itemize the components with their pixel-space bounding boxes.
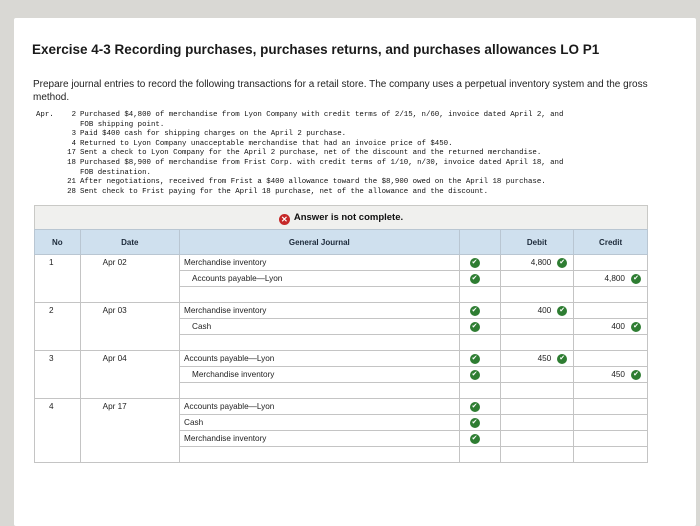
debit-cell[interactable] [500, 319, 574, 335]
correct-check-icon: ✔ [470, 274, 480, 284]
error-x-icon: ✕ [279, 214, 290, 225]
transaction-item [64, 188, 488, 198]
account-name[interactable]: Cash [184, 418, 204, 427]
account-check-cell [459, 303, 500, 319]
account-cell[interactable] [180, 271, 460, 287]
account-check-cell [459, 447, 500, 463]
entry-number: 1 [49, 258, 54, 267]
journal-header-row [35, 230, 648, 255]
entry-number-cell [35, 399, 81, 463]
transaction-day: 28 [67, 187, 76, 196]
account-name[interactable]: Accounts payable—Lyon [184, 354, 275, 363]
account-check-cell [459, 399, 500, 415]
entry-date-cell[interactable] [80, 399, 179, 463]
debit-cell[interactable] [500, 447, 574, 463]
transaction-item [64, 130, 346, 140]
account-name[interactable]: Accounts payable—Lyon [184, 402, 275, 411]
transaction-day: 18 [67, 159, 76, 167]
correct-check-icon: ✔ [470, 306, 480, 316]
transaction-month: Apr. [36, 111, 54, 119]
credit-amount[interactable]: 450 [611, 370, 625, 379]
account-check-cell [459, 431, 500, 447]
correct-check-icon: ✔ [631, 370, 641, 380]
correct-check-icon: ✔ [470, 418, 480, 428]
transaction-item [64, 121, 164, 131]
transaction-item [64, 111, 563, 121]
credit-amount[interactable]: 400 [611, 322, 625, 331]
transaction-day: 3 [71, 130, 76, 139]
debit-cell[interactable] [500, 303, 574, 319]
credit-cell[interactable] [574, 271, 648, 287]
entry-date-cell[interactable] [80, 303, 179, 351]
transaction-text: FOB destination. [80, 168, 151, 177]
account-name[interactable]: Merchandise inventory [184, 306, 267, 315]
empty-cell [180, 383, 460, 399]
debit-amount[interactable]: 400 [537, 306, 552, 315]
empty-cell [500, 335, 574, 351]
transaction-item [64, 178, 546, 188]
header-check-spacer [459, 230, 500, 255]
empty-cell [180, 335, 460, 351]
debit-amount[interactable]: 450 [537, 354, 552, 363]
debit-cell[interactable] [500, 271, 574, 287]
credit-cell[interactable] [574, 351, 648, 367]
credit-cell[interactable] [574, 319, 648, 335]
correct-check-icon: ✔ [631, 322, 641, 332]
credit-cell[interactable] [574, 399, 648, 415]
credit-cell[interactable] [574, 303, 648, 319]
empty-cell [459, 383, 500, 399]
account-check-cell [459, 415, 500, 431]
correct-check-icon: ✔ [557, 354, 567, 364]
entry-date[interactable]: Apr 03 [102, 306, 127, 315]
correct-check-icon: ✔ [470, 258, 480, 268]
correct-check-icon: ✔ [470, 402, 480, 412]
entry-date[interactable]: Apr 02 [102, 258, 127, 267]
journal-row [35, 255, 648, 271]
transaction-text: After negotiations, received from Frist a $400 allowance toward the $8,900 owed on the April 18 purchase. [80, 178, 546, 187]
debit-amount[interactable]: 4,800 [530, 258, 552, 267]
correct-check-icon: ✔ [557, 258, 567, 268]
empty-cell [574, 335, 648, 351]
credit-cell[interactable] [574, 255, 648, 271]
transaction-text: Purchased $4,800 of merchandise from Lyon Company with credit terms of 2/15, n/60, invoice dated April 2, and [80, 111, 564, 119]
credit-cell[interactable] [574, 431, 648, 447]
transaction-text: Sent a check to Lyon Company for the April 2 purchase, net of the discount and the returned merchandise. [80, 149, 542, 158]
entry-date[interactable]: Apr 17 [102, 402, 127, 411]
entry-date-cell[interactable] [80, 351, 179, 399]
transaction-item [64, 159, 563, 169]
account-cell[interactable] [180, 447, 460, 463]
debit-cell[interactable] [500, 255, 574, 271]
account-check-cell [459, 255, 500, 271]
entry-date-cell[interactable] [80, 255, 179, 303]
header-no: No [35, 230, 81, 255]
transaction-text: Sent check to Frist paying for the April 18 purchase, net of the allowance and the discount. [80, 187, 489, 196]
account-name[interactable]: Cash [192, 322, 212, 331]
account-cell[interactable] [180, 399, 460, 415]
transaction-text: Returned to Lyon Company unacceptable merchandise that had an invoice price of $450. [80, 139, 453, 148]
header-debit: Debit [500, 230, 574, 255]
transaction-text: Purchased $8,900 of merchandise from Frist Corp. with credit terms of 1/10, n/30, invoice dated April 18, and [80, 159, 564, 167]
credit-amount[interactable]: 4,800 [604, 274, 625, 283]
empty-cell [500, 287, 574, 303]
entry-date[interactable]: Apr 04 [102, 354, 127, 363]
journal-row [35, 351, 648, 367]
header-general-journal: General Journal [180, 230, 460, 255]
entry-number: 4 [49, 402, 54, 411]
entry-number-cell [35, 255, 81, 303]
correct-check-icon: ✔ [470, 434, 480, 444]
transaction-day: 17 [67, 149, 76, 158]
transaction-item [64, 169, 151, 179]
account-name[interactable]: Merchandise inventory [192, 370, 275, 379]
account-check-cell [459, 271, 500, 287]
empty-cell [500, 383, 574, 399]
entry-number: 3 [49, 354, 54, 363]
correct-check-icon: ✔ [470, 354, 480, 364]
status-text: Answer is not complete. [293, 212, 404, 223]
transaction-item [64, 140, 453, 150]
empty-cell [574, 383, 648, 399]
credit-cell[interactable] [574, 367, 648, 383]
debit-cell[interactable] [500, 367, 574, 383]
account-cell[interactable] [180, 255, 460, 271]
transaction-day: 21 [67, 178, 76, 187]
empty-cell [574, 287, 648, 303]
account-check-cell [459, 367, 500, 383]
account-name[interactable]: Merchandise inventory [184, 434, 267, 443]
empty-cell [459, 335, 500, 351]
transaction-day: 4 [71, 139, 76, 148]
credit-cell[interactable] [574, 447, 648, 463]
empty-cell [180, 287, 460, 303]
account-cell[interactable] [180, 351, 460, 367]
account-check-cell [459, 351, 500, 367]
exercise-title: Exercise 4-3 Recording purchases, purchases returns, and purchases allowances LO P1 [32, 42, 600, 57]
debit-cell[interactable] [500, 431, 574, 447]
transaction-text: Paid $400 cash for shipping charges on the April 2 purchase. [80, 130, 347, 139]
account-cell[interactable] [180, 415, 460, 431]
general-journal-table [34, 229, 648, 463]
status-banner [34, 205, 648, 231]
journal-row [35, 303, 648, 319]
correct-check-icon: ✔ [470, 322, 480, 332]
journal-row [35, 399, 648, 415]
entry-number-cell [35, 303, 81, 351]
account-cell[interactable] [180, 431, 460, 447]
entry-number: 2 [49, 306, 54, 315]
exercise-prompt: Prepare journal entries to record the following transactions for a retail store. The company uses a perpetual inventory system and the gross method. [33, 79, 648, 103]
header-credit: Credit [574, 230, 648, 255]
correct-check-icon: ✔ [470, 370, 480, 380]
account-cell[interactable] [180, 303, 460, 319]
credit-cell[interactable] [574, 415, 648, 431]
header-date: Date [80, 230, 179, 255]
debit-cell[interactable] [500, 415, 574, 431]
entry-number-cell [35, 351, 81, 399]
transaction-item [64, 149, 541, 159]
transaction-day: 2 [71, 111, 76, 119]
account-check-cell [459, 319, 500, 335]
correct-check-icon: ✔ [631, 274, 641, 284]
account-cell[interactable] [180, 319, 460, 335]
empty-cell [459, 287, 500, 303]
account-name[interactable]: Accounts payable—Lyon [192, 274, 283, 283]
account-cell[interactable] [180, 367, 460, 383]
correct-check-icon: ✔ [557, 306, 567, 316]
debit-cell[interactable] [500, 351, 574, 367]
transaction-text: FOB shipping point. [80, 120, 165, 129]
debit-cell[interactable] [500, 399, 574, 415]
account-name[interactable]: Merchandise inventory [184, 258, 267, 267]
